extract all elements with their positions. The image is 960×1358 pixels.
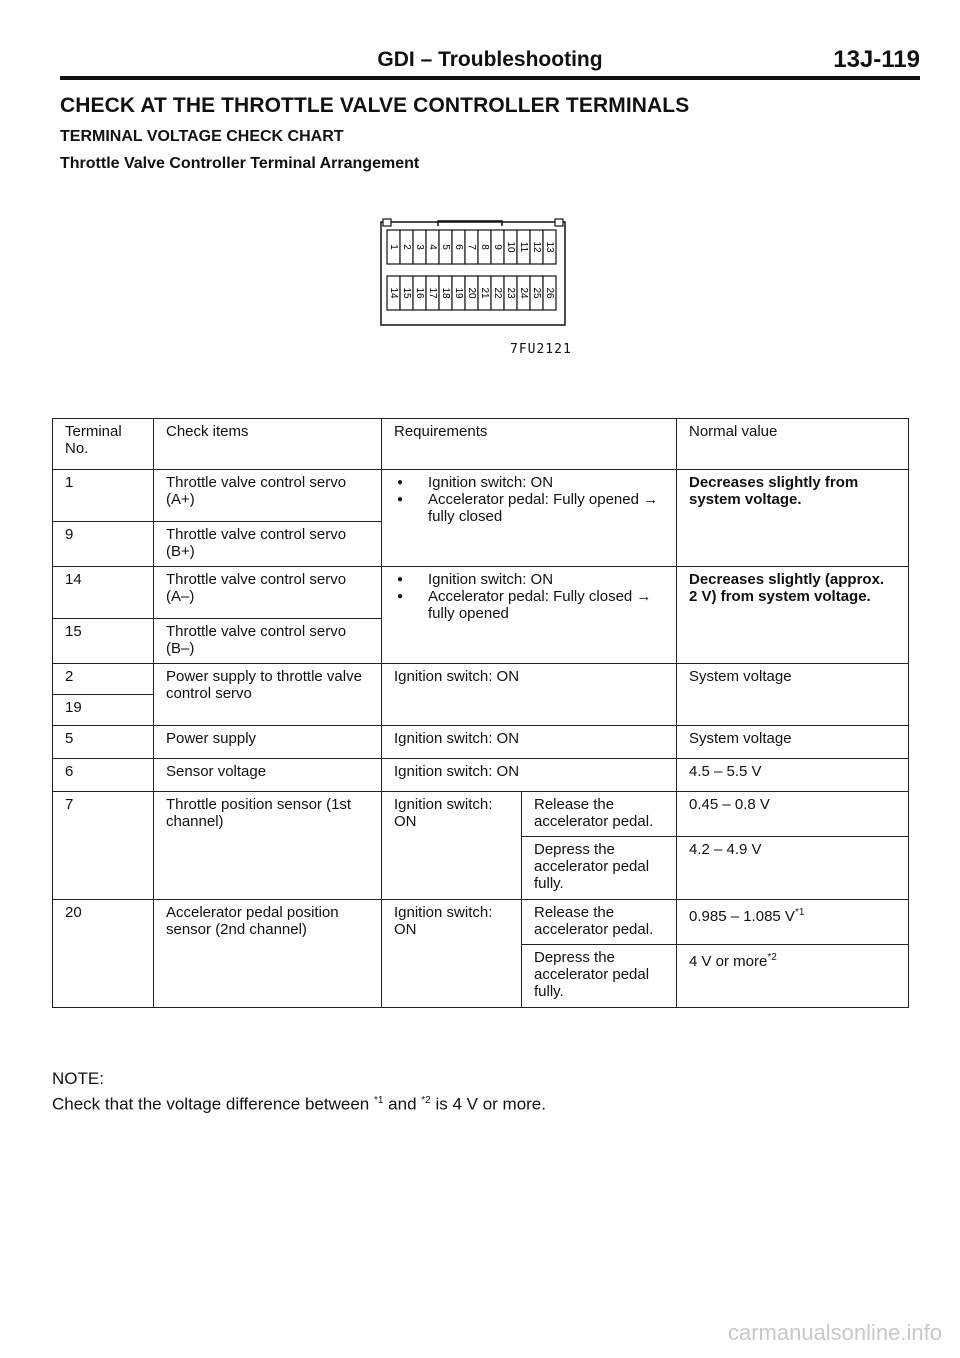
check-item-cell: Throttle position sensor (1st channel)	[154, 792, 382, 900]
footnote-mark: *1	[794, 907, 805, 918]
connector-pin-label: 4	[427, 244, 438, 250]
connector-pin-label: 20	[466, 287, 477, 299]
connector-pin-label: 21	[479, 287, 490, 299]
requirement-cell: Ignition switch: ON	[382, 664, 677, 726]
connector-pin-label: 11	[518, 241, 529, 253]
terminal-cell: 2	[53, 664, 154, 695]
value-text: 0.985 – 1.085 V	[689, 908, 795, 925]
terminal-cell: 14	[53, 567, 154, 619]
terminal-cell: 15	[53, 619, 154, 664]
requirement-bullet: ● Accelerator pedal: Fully closed → fully opened	[394, 588, 664, 622]
table-row	[53, 470, 909, 522]
note-label: NOTE:	[52, 1069, 104, 1088]
requirement-cell: Ignition switch: ON	[382, 726, 677, 759]
connector-pin-label: 23	[505, 287, 516, 299]
table-row	[53, 567, 909, 619]
normal-value-cell: 0.45 – 0.8 V	[677, 792, 909, 837]
connector-pin-label: 18	[440, 287, 451, 299]
connector-pin-label: 7	[466, 244, 477, 250]
figure-code: 7FU2121	[510, 342, 572, 357]
condition-cell: Release the accelerator pedal.	[522, 792, 677, 837]
requirement-bullet: ● Accelerator pedal: Fully opened → fully closed	[394, 491, 664, 525]
check-item-cell: Sensor voltage	[154, 759, 382, 792]
connector-pin-label: 13	[544, 241, 555, 253]
subtitle: TERMINAL VOLTAGE CHECK CHART	[60, 128, 344, 145]
connector-pin-label: 8	[479, 244, 490, 250]
condition-cell: Depress the accelerator pedal fully.	[522, 837, 677, 900]
terminal-cell: 5	[53, 726, 154, 759]
connector-pin-label: 12	[531, 241, 542, 253]
section-title: CHECK AT THE THROTTLE VALVE CONTROLLER TERMINALS	[60, 94, 690, 117]
value-text: 4 V or more	[689, 953, 768, 970]
connector-pin-label: 6	[453, 244, 464, 250]
note-text-post: is 4 V or more.	[435, 1094, 546, 1114]
note-block	[52, 1068, 546, 1116]
note-mark-2: *2	[421, 1095, 431, 1106]
check-item-cell: Power supply to throttle valve control servo	[154, 664, 382, 726]
connector-pin-label: 17	[427, 287, 438, 299]
connector-pin-label: 22	[492, 287, 503, 299]
normal-value-cell: Decreases slightly from system voltage.	[677, 470, 909, 567]
check-item-cell: Throttle valve control servo (B+)	[154, 522, 382, 567]
sub-subtitle: Throttle Valve Controller Terminal Arrangement	[60, 155, 420, 172]
note-text-pre: Check that the voltage difference between	[52, 1094, 370, 1114]
normal-value-cell: 4.5 – 5.5 V	[677, 759, 909, 792]
normal-value-cell: 4.2 – 4.9 V	[677, 837, 909, 900]
connector-pin-label: 1	[388, 244, 399, 250]
note-mark-1: *1	[373, 1095, 384, 1106]
condition-cell: Depress the accelerator pedal fully.	[522, 945, 677, 1008]
connector-pin-label: 16	[414, 287, 425, 299]
normal-value-cell	[677, 900, 909, 945]
connector-pin-label: 19	[453, 287, 464, 299]
note-text-mid: and	[388, 1094, 417, 1114]
header-requirements: Requirements	[382, 419, 677, 470]
page-number: 13J-119	[833, 46, 920, 73]
table-header-row	[53, 419, 909, 470]
terminal-voltage-table	[52, 418, 909, 1008]
table-row	[53, 664, 909, 695]
check-item-cell: Throttle valve control servo (B–)	[154, 619, 382, 664]
check-item-cell: Throttle valve control servo (A–)	[154, 567, 382, 619]
header-check-items: Check items	[154, 419, 382, 470]
page-header	[60, 46, 920, 80]
table-row	[53, 792, 909, 837]
connector-pin-label: 15	[401, 287, 412, 299]
connector-diagram	[380, 218, 566, 326]
check-item-cell: Power supply	[154, 726, 382, 759]
terminal-cell: 20	[53, 900, 154, 1008]
note-text	[52, 1090, 546, 1116]
check-item-cell: Throttle valve control servo (A+)	[154, 470, 382, 522]
terminal-cell: 1	[53, 470, 154, 522]
connector-pin-label: 25	[531, 287, 542, 299]
check-item-cell: Accelerator pedal position sensor (2nd channel)	[154, 900, 382, 1008]
terminal-cell: 9	[53, 522, 154, 567]
terminal-cell: 6	[53, 759, 154, 792]
table-row	[53, 900, 909, 945]
connector-pin-label: 10	[505, 241, 516, 253]
condition-cell: Release the accelerator pedal.	[522, 900, 677, 945]
connector-pin-label: 3	[414, 244, 425, 250]
connector-pin-label: 5	[440, 244, 451, 250]
terminal-cell: 7	[53, 792, 154, 900]
header-normal-value: Normal value	[677, 419, 909, 470]
header-title: GDI – Troubleshooting	[377, 48, 603, 71]
table-row	[53, 759, 909, 792]
requirement-bullet: ● Ignition switch: ON	[394, 474, 664, 491]
requirement-cell: Ignition switch: ON	[382, 759, 677, 792]
terminal-cell: 19	[53, 695, 154, 726]
requirement-cell	[382, 470, 677, 567]
connector-pin-label: 9	[492, 244, 503, 250]
normal-value-cell: Decreases slightly (approx. 2 V) from system voltage.	[677, 567, 909, 664]
connector-pin-label: 24	[518, 287, 529, 299]
requirement-cell: Ignition switch: ON	[382, 792, 522, 900]
requirement-cell: Ignition switch: ON	[382, 900, 522, 1008]
connector-pin-label: 2	[401, 244, 412, 250]
watermark: carmanualsonline.info	[727, 1320, 942, 1345]
footnote-mark: *2	[767, 952, 777, 963]
connector-pin-label: 14	[388, 287, 399, 299]
normal-value-cell: System voltage	[677, 726, 909, 759]
header-terminal: Terminal No.	[53, 419, 154, 470]
normal-value-cell	[677, 945, 909, 1008]
table-row	[53, 726, 909, 759]
normal-value-cell: System voltage	[677, 664, 909, 726]
connector-pin-label: 26	[544, 287, 555, 299]
requirement-bullet: ● Ignition switch: ON	[394, 571, 664, 588]
requirement-cell	[382, 567, 677, 664]
